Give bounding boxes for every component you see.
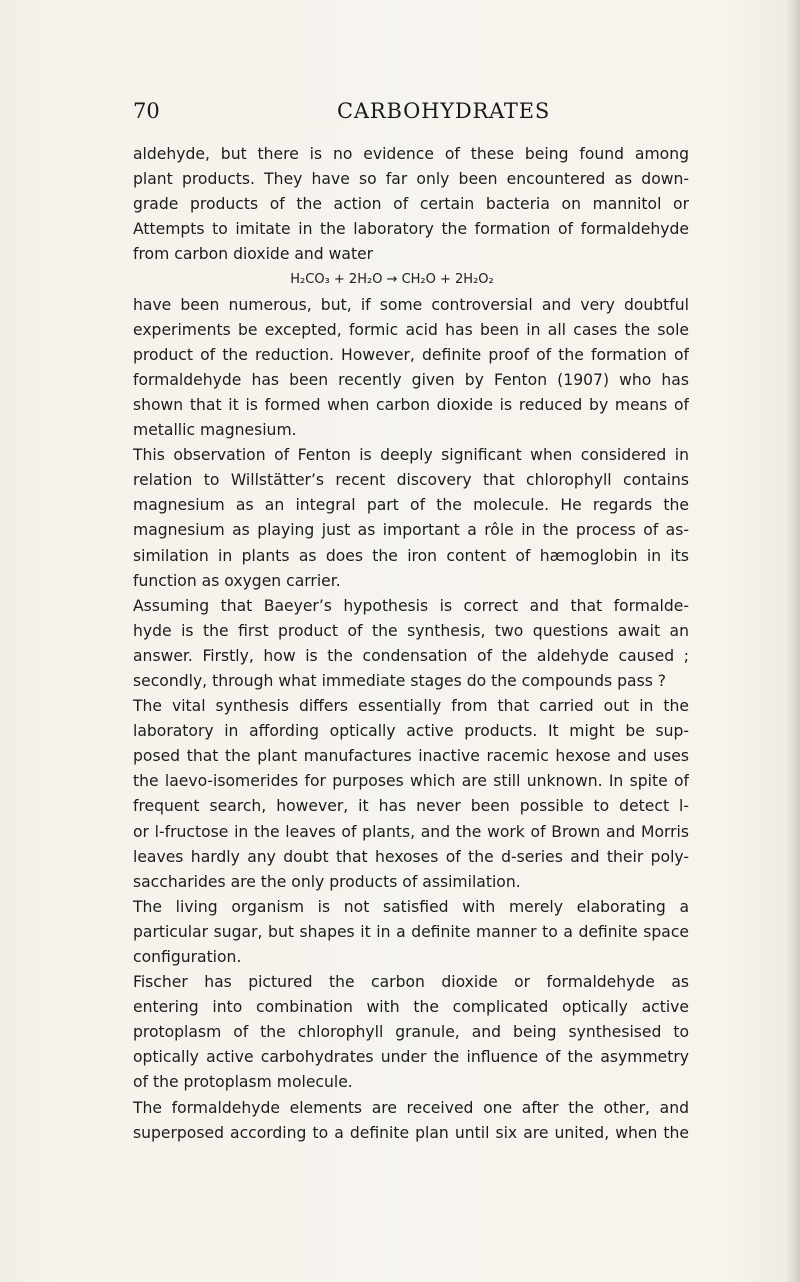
text-line: similation in plants as does the iron content of hæmoglobin in its bbox=[133, 546, 689, 565]
text-line: answer. Firstly, how is the condensation of the aldehyde caused ; bbox=[133, 646, 689, 665]
text-line: protoplasm of the chlorophyll granule, and being synthesised to bbox=[133, 1023, 689, 1042]
text-line: Attempts to imitate in the laboratory the formation of formaldehyde bbox=[133, 220, 689, 239]
text-line: magnesium as an integral part of the molecule. He regards the bbox=[133, 496, 689, 515]
text-line: optically active carbohydrates under the influence of the asymmetry bbox=[133, 1048, 689, 1067]
text-line: superposed according to a definite plan until six are united, when the bbox=[133, 1123, 689, 1142]
text-line: function as oxygen carrier. bbox=[133, 571, 341, 590]
text-line: entering into combination with the complicated optically active bbox=[133, 998, 689, 1017]
chemical-equation: H₂CO₃ + 2H₂O → CH₂O + 2H₂O₂ bbox=[290, 272, 494, 288]
page-number: 70 bbox=[133, 99, 160, 123]
text-line: metallic magnesium. bbox=[133, 421, 297, 440]
text-line: product of the reduction. However, definite proof of the formation of bbox=[133, 345, 689, 364]
text-line: of the protoplasm molecule. bbox=[133, 1073, 353, 1092]
text-line: secondly, through what immediate stages do the compounds pass ? bbox=[133, 671, 667, 690]
text-line: The formaldehyde elements are received one after the other, and bbox=[133, 1098, 689, 1117]
text-line: posed that the plant manufactures inactive racemic hexose and uses bbox=[133, 747, 689, 766]
text-line: grade products of the action of certain bacteria on mannitol or bbox=[133, 195, 689, 214]
text-line: hyde is the first product of the synthesis, two questions await an bbox=[133, 621, 689, 640]
text-line: aldehyde, but there is no evidence of these being found among bbox=[133, 145, 689, 163]
text-line: have been numerous, but, if some controversial and very doubtful bbox=[133, 295, 689, 314]
text-line: shown that it is formed when carbon dioxide is reduced by means of bbox=[133, 395, 689, 414]
text-line: magnesium as playing just as important a rôle in the process of as- bbox=[133, 521, 689, 540]
text-line: The vital synthesis differs essentially from that carried out in the bbox=[133, 697, 689, 716]
text-line: from carbon dioxide and water bbox=[133, 245, 374, 264]
text-line: Fischer has pictured the carbon dioxide or formaldehyde as bbox=[133, 973, 689, 992]
text-line: experiments be excepted, formic acid has been in all cases the sole bbox=[133, 320, 689, 339]
running-head: CARBOHYDRATES bbox=[337, 99, 551, 123]
page-header bbox=[133, 96, 689, 126]
text-line: configuration. bbox=[133, 948, 242, 966]
text-line: The living organism is not satisfied with merely elaborating a bbox=[133, 897, 689, 916]
text-line: particular sugar, but shapes it in a definite manner to a definite space bbox=[133, 922, 689, 941]
body-text bbox=[133, 142, 689, 1146]
text-line: saccharides are the only products of assimilation. bbox=[133, 872, 521, 891]
text-line: This observation of Fenton is deeply significant when considered in bbox=[133, 446, 689, 465]
text-line: or l-fructose in the leaves of plants, and the work of Brown and Morris bbox=[133, 822, 689, 841]
text-line: relation to Willstätter’s recent discovery that chlorophyll contains bbox=[133, 471, 689, 490]
text-line: leaves hardly any doubt that hexoses of the d-series and their poly- bbox=[133, 847, 689, 866]
text-line: the laevo-isomerides for purposes which are still unknown. In spite of bbox=[133, 772, 689, 791]
text-line: Assuming that Baeyer’s hypothesis is correct and that formalde- bbox=[133, 596, 689, 615]
text-line: plant products. They have so far only been encountered as down- bbox=[133, 170, 689, 189]
text-line: formaldehyde has been recently given by Fenton (1907) who has bbox=[133, 370, 689, 389]
text-line: frequent search, however, it has never been possible to detect l- bbox=[133, 797, 689, 816]
text-line: laboratory in affording optically active products. It might be sup- bbox=[133, 722, 689, 741]
page-edge-shadow bbox=[786, 0, 800, 1282]
